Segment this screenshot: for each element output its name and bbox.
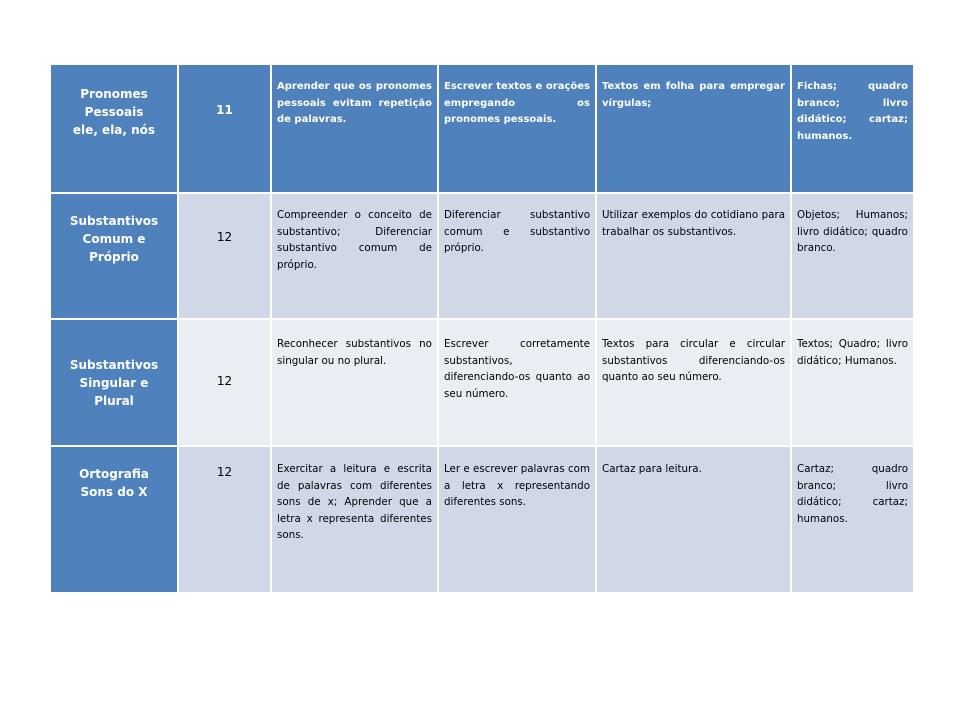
method-cell [596, 193, 791, 319]
activity-cell [438, 319, 596, 446]
objective-cell [271, 193, 438, 319]
topic-line: Ortografia [79, 467, 149, 481]
topic-cell [50, 64, 178, 193]
lesson-count: 12 [216, 230, 233, 244]
topic-line: Substantivos [69, 214, 159, 228]
table-row [50, 193, 914, 319]
resources-cell [791, 193, 914, 319]
objective-text: Aprender que os pronomes pessoais evitam repetição de palavras. [277, 81, 432, 125]
topic-cell [50, 446, 178, 593]
method-cell [596, 319, 791, 446]
lesson-count-cell [178, 64, 271, 193]
resources-text: Textos; Quadro; livro didático; Humanos. [797, 338, 908, 367]
topic-line: Substantivos [69, 358, 159, 372]
topic-line: Comum e [82, 232, 146, 246]
method-text: Textos em folha para empregar vírgulas; [602, 81, 785, 109]
objective-cell [271, 64, 438, 193]
activity-text: Ler e escrever palavras com a letra x representando diferentes sons. [444, 463, 590, 508]
topic-line: Plural [94, 394, 134, 408]
table-row [50, 319, 914, 446]
resources-cell [791, 319, 914, 446]
lesson-count: 12 [216, 374, 233, 388]
topic-line: Pessoais [84, 105, 144, 119]
method-text: Utilizar exemplos do cotidiano para trabalhar os substantivos. [602, 209, 785, 238]
method-cell [596, 64, 791, 193]
topic-line: Pronomes [80, 87, 148, 101]
lesson-plan-table [49, 63, 915, 594]
objective-cell [271, 446, 438, 593]
activity-cell [438, 193, 596, 319]
topic-line: Sons do X [80, 485, 148, 499]
topic-cell [50, 193, 178, 319]
lesson-count-cell [178, 193, 271, 319]
resources-text: Objetos; Humanos; livro didático; quadro branco. [797, 209, 908, 254]
resources-text: Cartaz; quadro branco; livro didático; cartaz; humanos. [797, 463, 908, 525]
lesson-count-cell [178, 446, 271, 593]
topic-cell [50, 319, 178, 446]
activity-text: Diferenciar substantivo comum e substantivo próprio. [444, 209, 590, 254]
objective-text: Reconhecer substantivos no singular ou no plural. [277, 338, 432, 367]
method-text: Textos para circular e circular substantivos diferenciando-os quanto ao seu número. [602, 338, 785, 383]
lesson-count: 12 [216, 465, 233, 479]
topic-line: ele, ela, nós [72, 123, 156, 137]
resources-cell [791, 64, 914, 193]
topic-line: Singular e [79, 376, 149, 390]
table-row [50, 446, 914, 593]
objective-text: Exercitar a leitura e escrita de palavras com diferentes sons de x; Aprender que a letra x representa diferentes sons. [277, 463, 432, 541]
activity-text: Escrever textos e orações empregando os pronomes pessoais. [444, 81, 590, 125]
activity-cell [438, 446, 596, 593]
resources-cell [791, 446, 914, 593]
activity-text: Escrever corretamente substantivos, diferenciando-os quanto ao seu número. [444, 338, 590, 400]
topic-line: Próprio [89, 250, 139, 264]
table-row [50, 64, 914, 193]
objective-cell [271, 319, 438, 446]
lesson-count-cell [178, 319, 271, 446]
method-cell [596, 446, 791, 593]
objective-text: Compreender o conceito de substantivo; Diferenciar substantivo comum de próprio. [277, 209, 432, 271]
lesson-count: 11 [216, 103, 233, 117]
resources-text: Fichas; quadro branco; livro didático; cartaz; humanos. [797, 81, 908, 142]
method-text: Cartaz para leitura. [602, 463, 702, 475]
activity-cell [438, 64, 596, 193]
